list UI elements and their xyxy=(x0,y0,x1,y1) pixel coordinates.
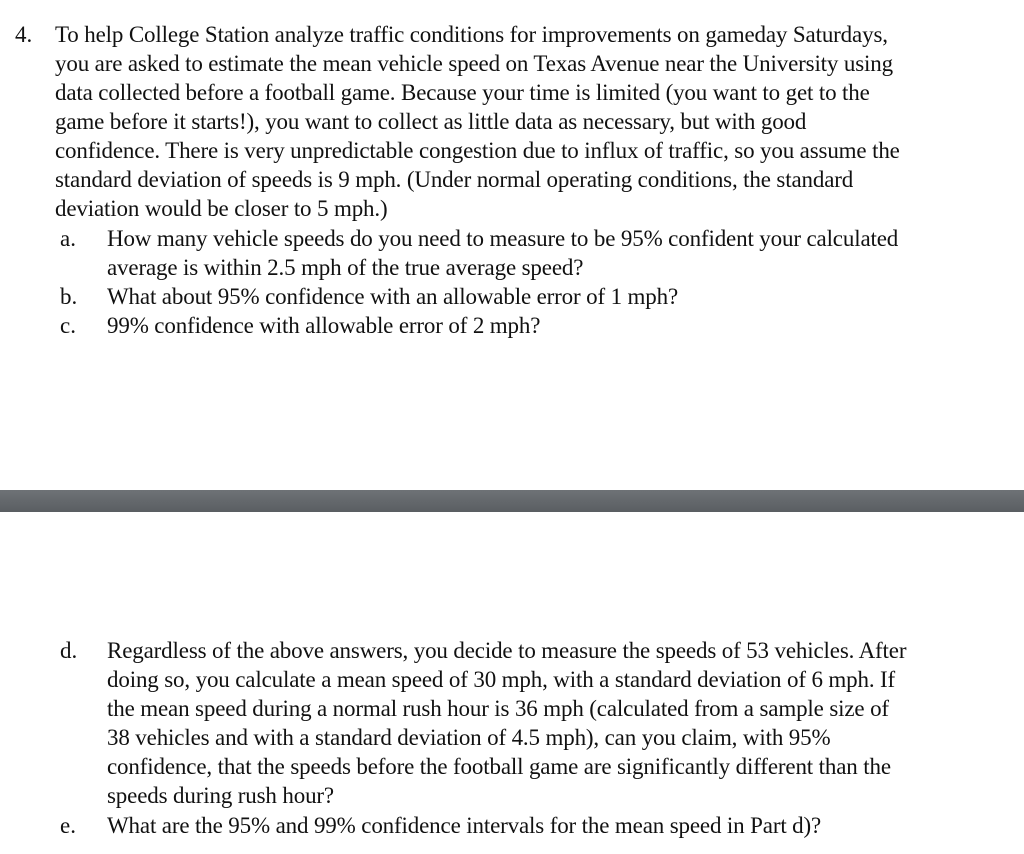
intro-line: data collected before a football game. Because your time is limited (you want to get to the xyxy=(55,80,870,105)
intro-line: To help College Station analyze traffic conditions for improvements on gameday Saturdays, xyxy=(55,22,888,47)
page-divider xyxy=(0,490,1024,512)
intro-line: standard deviation of speeds is 9 mph. (Under normal operating conditions, the standard xyxy=(55,167,854,192)
part-a-text: How many vehicle speeds do you need to measure to be 95% confident your calculated xyxy=(107,226,899,251)
part-e-label: e. xyxy=(60,813,76,838)
part-d-text: doing so, you calculate a mean speed of 30 mph, with a standard deviation of 6 mph. If xyxy=(107,667,896,692)
intro-line: you are asked to estimate the mean vehicle speed on Texas Avenue near the University using xyxy=(55,51,893,76)
question-number: 4. xyxy=(15,22,33,47)
part-c-label: c. xyxy=(60,313,76,338)
part-d-text: Regardless of the above answers, you decide to measure the speeds of 53 vehicles. After xyxy=(107,638,907,663)
part-d-label: d. xyxy=(60,638,78,663)
intro-line: game before it starts!), you want to collect as little data as necessary, but with good xyxy=(55,109,807,134)
part-b-label: b. xyxy=(60,284,78,309)
part-c-text: 99% confidence with allowable error of 2 mph? xyxy=(107,313,541,338)
part-d-text: 38 vehicles and with a standard deviation of 4.5 mph), can you claim, with 95% xyxy=(107,725,831,750)
part-a-label: a. xyxy=(60,226,76,251)
part-a-text: average is within 2.5 mph of the true average speed? xyxy=(107,255,584,280)
part-b-text: What about 95% confidence with an allowable error of 1 mph? xyxy=(107,284,679,309)
part-d-text: the mean speed during a normal rush hour is 36 mph (calculated from a sample size of xyxy=(107,696,889,721)
part-d-text: confidence, that the speeds before the football game are significantly different than the xyxy=(107,754,891,779)
part-d-text: speeds during rush hour? xyxy=(107,783,334,808)
part-e-text: What are the 95% and 99% confidence intervals for the mean speed in Part d)? xyxy=(107,813,822,838)
intro-line: deviation would be closer to 5 mph.) xyxy=(55,196,388,221)
intro-line: confidence. There is very unpredictable congestion due to influx of traffic, so you assume the xyxy=(55,138,900,163)
